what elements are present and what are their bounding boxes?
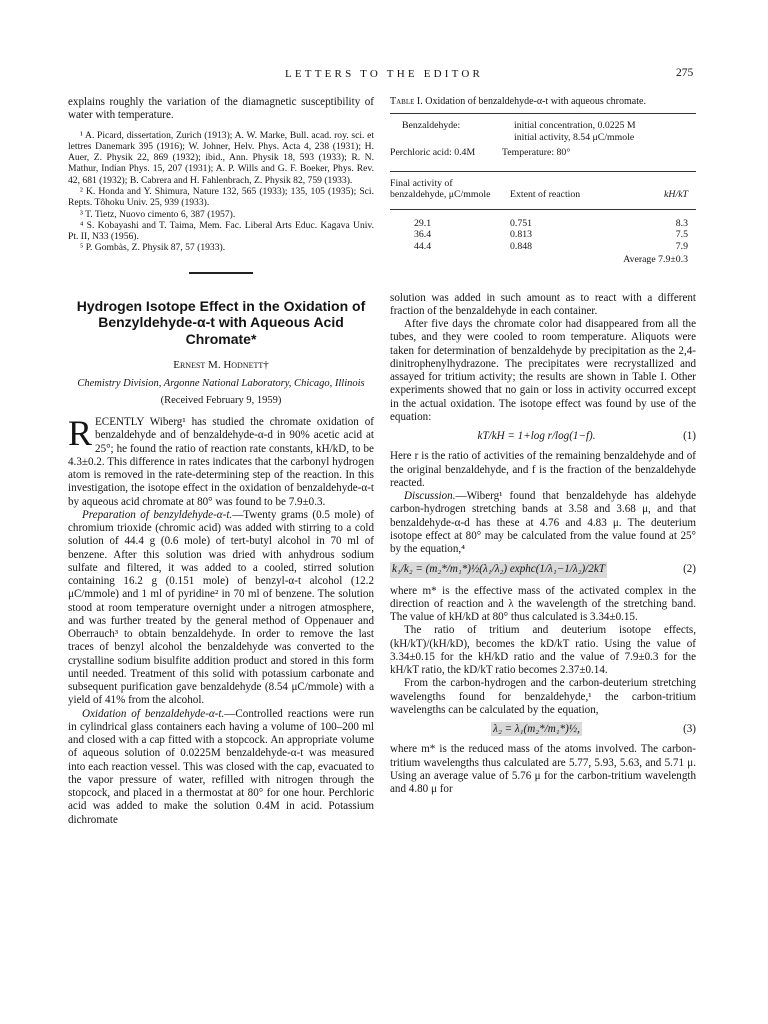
equation-expression: λ₂ = λ₁(m₂*/m₁*)½, (493, 723, 580, 735)
preparation-text: —Twenty grams (0.5 mole) of chromium trioxide (chromic acid) was added with stirring to a cold solution of 44.4 g (0.6 mole) of tert-butyl alcohol in 70 ml of benzene. After this solution was dried with anhydrous sodium sulfate and filtered, it was added to a cooled, stirred solution containing 16.2 g (0.151 mole) of benzyl-α-t alcohol (12.2 μC/mmole) and 1 ml of pyridine² in 70 ml of benzene. The solution stood at room temperature overnight under a nitrogen atmosphere, and was further treated by the general method of Oppenauer and Oberrauch³ to obtain benzaldehyde. In order to remove the last traces of benzyl alcohol the benzaldehyde was converted to the crystalline sodium bisulfite addition product and stored in this form until needed. Treatment of this solid with potassium carbonate and subsequent purification gave benzaldehyde (8.54 μC/mmole) with a yield of 41% from the alcohol. (68, 508, 374, 707)
reference-item: ⁴ S. Kobayashi and T. Taima, Mem. Fac. Liberal Arts Educ. Kagava Univ. Pt. II, N33 (1956). (68, 219, 374, 243)
received-date: (Received February 9, 1959) (160, 394, 282, 406)
table-conditions-2 (390, 145, 696, 171)
equation-number: (3) (683, 723, 696, 735)
table-data (390, 210, 696, 266)
equation-2 (390, 562, 696, 577)
condition-values (514, 120, 696, 143)
left-column (68, 96, 374, 827)
table-cell: 0.848 (510, 240, 533, 252)
right-column (390, 96, 696, 796)
reference-item: ³ T. Tietz, Nuovo cimento 6, 387 (1957). (80, 208, 236, 220)
table-1 (390, 96, 696, 266)
reference-list (68, 130, 374, 254)
table-header-row (390, 172, 696, 209)
column-header: Extent of reaction (510, 189, 581, 200)
table-average: Average 7.9±0.3 (623, 254, 688, 265)
table-caption-label: Table I. (390, 96, 423, 107)
table-cell: 36.4 (414, 229, 432, 240)
running-head: LETTERS TO THE EDITOR (284, 68, 484, 80)
equation-expression: kT/kH = 1+log r/log(1−f). (477, 430, 596, 442)
body-paragraph: solution was added in such amount as to react with a different fraction of the benzaldehyde in each container. (390, 291, 696, 317)
reference-item: ² K. Honda and Y. Shimura, Nature 132, 565 (1933); 135, 105 (1935); Sci. Repts. Tôhoku Univ. 25, 939 (1933). (68, 185, 374, 209)
equation-3 (390, 723, 696, 736)
article-title: Hydrogen Isotope Effect in the Oxidation of Benzyldehyde-α-t with Aqueous Acid Chromate* (76, 297, 366, 347)
column-header: Final activity of benzaldehyde, μC/mmole (390, 177, 491, 200)
table-caption-text: Oxidation of benzaldehyde-α-t with aqueous chromate. (425, 96, 646, 107)
reference-item: ⁵ P. Gombàs, Z. Physik 87, 57 (1933). (80, 242, 226, 254)
page-number: 275 (676, 67, 694, 79)
table-row (390, 241, 696, 253)
section-divider (189, 272, 253, 274)
equation-1 (390, 430, 696, 443)
author-affiliation: Chemistry Division, Argonne National Laboratory, Chicago, Illinois (77, 377, 365, 389)
body-paragraph: After five days the chromate color had disappeared from all the tubes, and they were cooled to room temperature. Aliquots were taken for determination of benzaldehyde by precipitation as the 2,4-dinitrophenylhydrazone. The precipitates were recrystallized and assayed for tritium activity; the results are shown in Table I. Other experiments showed that no gain or loss in activity occurred except in the actual oxidation. The isotope effect was found by use of the equation: (390, 318, 696, 423)
table-cell: 7.9 (675, 240, 688, 252)
table-cell: 7.5 (675, 229, 688, 240)
condition-value: Temperature: 80° (502, 147, 571, 158)
intro-text: ECENTLY Wiberg¹ has studied the chromate oxidation of benzaldehyde and of benzaldehyde-α-d in 90% acetic acid at 25°; he found the ratio of reaction rate constants, kH/kD, to be 4.3±0.2. This difference in rates indicates that the carbonyl hydrogen atom is removed in the rate-determining step of the reaction. In this investigation, the isotope effect in the oxidation of benzaldehyde-α-t by aqueous acid chromate at 80° was found to be 7.9±0.3. (68, 416, 374, 508)
intro-paragraph (68, 413, 374, 509)
preparation-paragraph (68, 509, 374, 708)
author-name: Ernest M. Hodnett† (173, 359, 269, 372)
condition-value: initial concentration, 0.0225 M (514, 120, 636, 131)
table-caption (390, 96, 696, 108)
table-body (390, 113, 696, 266)
table-cell: 29.1 (414, 217, 432, 229)
oxidation-heading: Oxidation of benzaldehyde-α-t. (82, 707, 225, 720)
condition-label: Perchloric acid: 0.4M (390, 147, 476, 158)
reference-item: ¹ A. Picard, dissertation, Zurich (1913); A. W. Marke, Bull. acad. roy. sci. et lettres Danemark 395 (1916); W. Johner, Helv. Phys. Acta 4, 238 (1931); H. Auer, Z. Physik 22, 869 (1932); ibid., Ann. Physik 18, 593 (1933); R. N. Mathur, Indian Phys. 15, 207 (1931); A. P. Wills and G. F. Boeker, Phys. Rev. 42, 681 (1932); B. Cabrera and H. Fahlenbrach, Z. Physik 82, 759 (1933). (68, 129, 374, 186)
oxidation-text: —Controlled reactions were run in cylindrical glass containers each having a volume of 100–200 ml and closed with a cap fitted with a stopcock. An appropriate volume of aqueous solution of 0.0225M benzaldehyde-α-t was measured into each reaction vessel. This was closed with the cap, evacuated to the vapor pressure of water, refilled with nitrogen through the stopcock, and placed in a thermostat at 80° for one hour. Perchloric acid was added to make the solution 0.4M in acid. Potassium dichromate (68, 707, 374, 826)
body-paragraph: Here r is the ratio of activities of the remaining benzaldehyde and of the original benzaldehyde, and f is the fraction of the benzaldehyde reacted. (390, 450, 696, 489)
discussion-heading: Discussion. (404, 490, 456, 502)
discussion-paragraph (390, 490, 696, 556)
table-cell: 0.813 (510, 229, 533, 240)
table-row (390, 218, 696, 230)
table-row (390, 229, 696, 241)
condition-label: Benzaldehyde: (402, 120, 461, 131)
body-paragraph: where m* is the effective mass of the activated complex in the direction of reaction and λ the wavelength of the stretching band. The value of kH/kD at 80° thus calculated is 3.34±0.15. (390, 584, 696, 623)
table-cell: 8.3 (675, 217, 688, 229)
oxidation-paragraph (68, 708, 374, 827)
preparation-heading: Preparation of benzyldehyde-α-t. (82, 508, 233, 521)
drop-cap: R (68, 413, 93, 454)
body-paragraph: The ratio of tritium and deuterium isotope effects, (kH/kT)/(kH/kD), becomes the kD/kT ratio. Using the value of 3.34±0.15 for the kH/kD ratio and the value of 7.9±0.3 for the kH/kT ratio, the kD/kT ratio becomes 2.37±0.14. (390, 624, 696, 676)
equation-expression: k₁/k₂ = (m₂*/m₁*)½(λ₁/λ₂) exphc(1/λ₁−1/λ₂)/2kT (390, 562, 607, 577)
column-header: kH/kT (664, 189, 688, 200)
continued-paragraph: explains roughly the variation of the diamagnetic susceptibility of water with temperature. (68, 96, 374, 122)
equation-number: (1) (683, 430, 696, 442)
body-paragraph: where m* is the reduced mass of the atoms involved. The carbon-tritium wavelengths thus calculated are 5.77, 5.93, 5.63, and 5.71 μ. Using an average value of 5.76 μ for the carbon-tritium wavelength and 4.80 μ for (390, 743, 696, 795)
body-paragraph: From the carbon-hydrogen and the carbon-deuterium stretching wavelengths found for benzaldehyde,¹ the carbon-tritium wavelengths can be calculated by the equation, (390, 677, 696, 716)
table-cell: 44.4 (414, 240, 432, 252)
table-conditions (390, 114, 696, 145)
equation-number: (2) (683, 563, 696, 576)
table-cell: 0.751 (510, 217, 533, 229)
discussion-text: —Wiberg¹ found that benzaldehyde has aldehyde carbon-hydrogen stretching bands at 3.58 and 3.68 μ, and that benzaldehyde-α-d has these at 4.76 and 4.83 μ. The deuterium isotope effect at 80° may be calculated from the value found at 25° by the equation,⁴ (390, 490, 696, 555)
condition-value: initial activity, 8.54 μC/mmole (514, 131, 635, 143)
